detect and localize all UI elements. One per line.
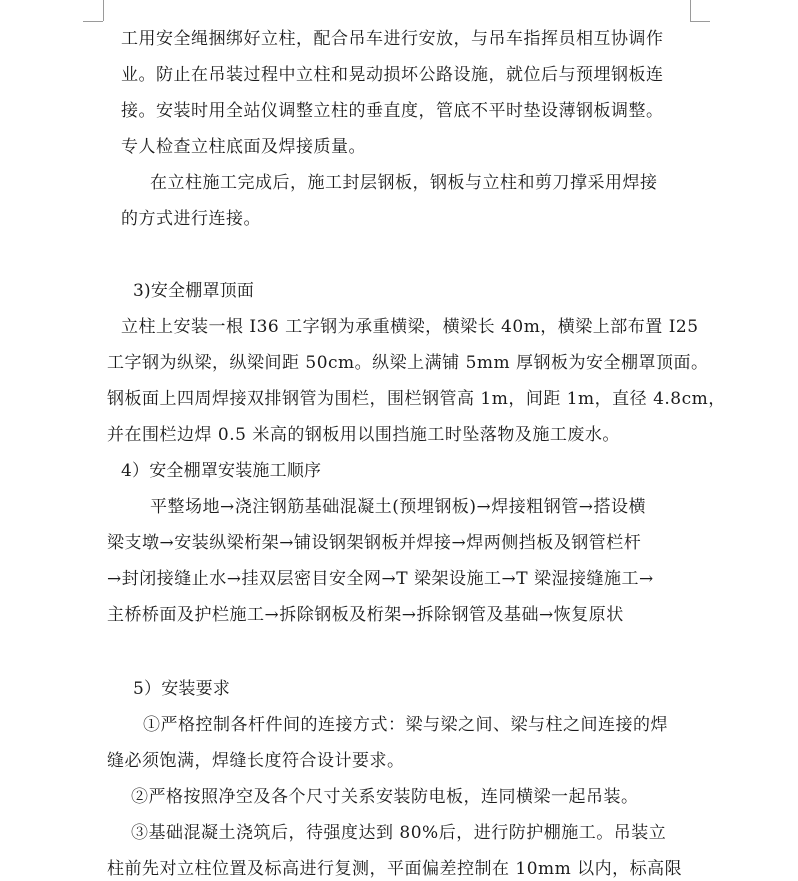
- section-3-line-2: 工字钢为纵梁，纵梁间距 50cm。纵梁上满铺 5mm 厚钢板为安全棚罩顶面。: [107, 353, 709, 373]
- margin-corner-mark-left: [103, 0, 104, 21]
- paragraph-1-line-1: 工用安全绳捆绑好立柱，配合吊车进行安放，与吊车指挥员相互协调作: [121, 29, 664, 49]
- section-5-line-3: ②严格按照净空及各个尺寸关系安装防电板，连同横梁一起吊装。: [131, 787, 639, 807]
- paragraph-2-line-1: 在立柱施工完成后，施工封层钢板，钢板与立柱和剪刀撑采用焊接: [150, 173, 658, 193]
- section-5-line-1: ①严格控制各杆件间的连接方式：梁与梁之间、梁与柱之间连接的焊: [143, 715, 668, 735]
- section-5-heading: 5）安装要求: [133, 679, 231, 699]
- paragraph-1-line-3: 接。安装时用全站仪调整立柱的垂直度，管底不平时垫设薄钢板调整。: [121, 101, 664, 121]
- section-5-line-2: 缝必须饱满，焊缝长度符合设计要求。: [107, 751, 405, 771]
- section-3-line-4: 并在围栏边焊 0.5 米高的钢板用以围挡施工时坠落物及施工废水。: [107, 425, 620, 445]
- section-4-line-2: 梁支墩→安装纵梁桁架→铺设钢架钢板并焊接→焊两侧挡板及钢管栏杆: [107, 533, 642, 553]
- section-4-line-4: 主桥桥面及护栏施工→拆除钢板及桁架→拆除钢管及基础→恢复原状: [107, 605, 624, 625]
- margin-corner-mark-right-horizontal: [690, 21, 710, 22]
- section-3-line-3: 钢板面上四周焊接双排钢管为围栏，围栏钢管高 1m，间距 1m，直径 4.8cm，: [107, 389, 726, 409]
- paragraph-1-line-2: 业。防止在吊装过程中立柱和晃动损坏公路设施，就位后与预埋钢板连: [121, 65, 664, 85]
- section-4-heading: 4）安全棚罩安装施工顺序: [121, 461, 322, 481]
- section-5-line-5: 柱前先对立柱位置及标高进行复测，平面偏差控制在 10mm 以内，标高限: [107, 859, 683, 879]
- margin-corner-mark-right: [690, 0, 691, 21]
- paragraph-2-line-2: 的方式进行连接。: [121, 209, 261, 229]
- section-4-line-1: 平整场地→浇注钢筋基础混凝土(预埋钢板)→焊接粗钢管→搭设横: [150, 497, 646, 517]
- section-5-line-4: ③基础混凝土浇筑后，待强度达到 80%后，进行防护棚施工。吊装立: [131, 823, 667, 843]
- paragraph-1-line-4: 专人检查立柱底面及焊接质量。: [121, 137, 366, 157]
- section-4-line-3: →封闭接缝止水→挂双层密目安全网→T 梁架设施工→T 梁湿接缝施工→: [107, 569, 654, 589]
- section-3-heading: 3)安全棚罩顶面: [133, 281, 255, 301]
- margin-corner-mark-left-horizontal: [83, 21, 103, 22]
- section-3-line-1: 立柱上安装一根 I36 工字钢为承重横梁，横梁长 40m，横梁上部布置 I25: [121, 317, 699, 337]
